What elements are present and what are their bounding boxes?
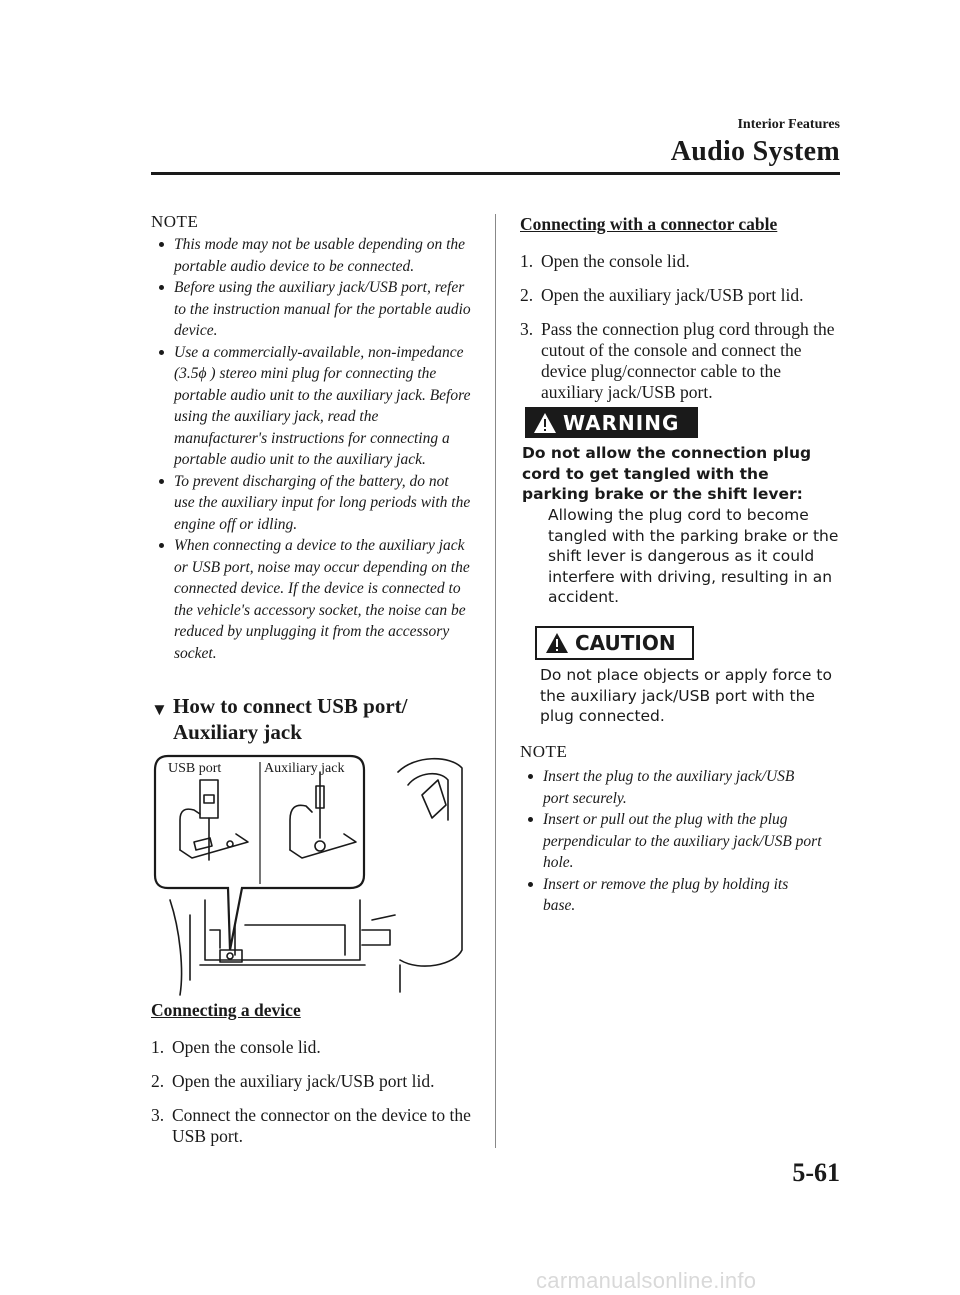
note-item: [522, 766, 822, 809]
caution-badge: [535, 626, 694, 660]
step-item: 1. Open the console lid.: [151, 1037, 321, 1057]
triangle-down-icon: ▼: [151, 700, 168, 719]
left-note-list: [153, 234, 473, 664]
bullet-icon: [528, 817, 533, 822]
console-illustration: [150, 750, 480, 1000]
note-text: Insert the plug to the auxiliary jack/USB port securely.: [543, 768, 795, 807]
warning-label: WARNING: [563, 410, 680, 435]
caution-text: Do not place objects or apply force to the auxiliary jack/USB port with the plug connected.: [540, 666, 832, 725]
step-item: 2. Open the auxiliary jack/USB port lid.: [520, 285, 804, 305]
note-item: [153, 234, 473, 277]
bullet-icon: [528, 774, 533, 779]
note-text: Insert or remove the plug by holding its base.: [543, 875, 789, 914]
bullet-icon: [159, 543, 164, 548]
note-text: When connecting a device to the auxiliary jack or USB port, noise may occur depending on the connected device. If the device is connected to the vehicle's accessory socket, the noise can be reduced by unplugging it from the accessory socket.: [174, 537, 470, 662]
bullet-icon: [159, 350, 164, 355]
note-item: [522, 874, 822, 917]
device-heading: Connecting a device: [151, 1000, 301, 1020]
note-title: NOTE: [520, 742, 568, 761]
step-item: 2. Open the auxiliary jack/USB port lid.: [151, 1071, 435, 1091]
note-item: [153, 277, 473, 342]
caution-label: CAUTION: [575, 631, 676, 655]
console-left-edge: [170, 900, 182, 995]
header-rule: [151, 172, 840, 175]
warning-triangle-icon: [533, 412, 557, 434]
cable-heading: Connecting with a connector cable: [520, 214, 778, 234]
usb-port-label: USB port: [168, 761, 222, 776]
warning-badge: [525, 407, 698, 438]
heading-line-1: How to connect USB port/: [173, 694, 408, 718]
bullet-icon: [159, 285, 164, 290]
right-note-list: [522, 766, 822, 917]
note-text: This mode may not be usable depending on the portable audio device to be connected.: [174, 236, 466, 275]
heading-line-2: Auxiliary jack: [173, 720, 302, 744]
section-label: Interior Features: [737, 117, 840, 132]
bullet-icon: [528, 882, 533, 887]
caution-triangle-icon: [545, 632, 569, 654]
note-text: To prevent discharging of the battery, do not use the auxiliary input for long periods with the engine off or idling.: [174, 472, 471, 533]
warning-bold-text: Do not allow the connection plug cord to get tangled with the parking brake or the shift lever:: [522, 444, 812, 503]
bullet-icon: [159, 479, 164, 484]
column-divider: [495, 214, 496, 1148]
note-item: [153, 342, 473, 471]
bullet-icon: [159, 242, 164, 247]
note-text: Use a commercially-available, non-impedance (3.5ϕ ) stereo mini plug for connecting the portable audio unit to the auxiliary jack. Before using the auxiliary jack, read the manufacturer's instructions for connecting a portable audio unit to the auxiliary jack.: [174, 343, 471, 468]
step-item: 1. Open the console lid.: [520, 251, 690, 271]
step-item: 3. Connect the connector on the device to the USB port.: [151, 1105, 471, 1146]
note-item: [522, 809, 822, 874]
note-text: Before using the auxiliary jack/USB port, refer to the instruction manual for the portable audio device.: [174, 279, 471, 339]
watermark: carmanualsonline.info: [536, 1268, 757, 1293]
section-heading: [151, 693, 503, 745]
note-item: [153, 471, 473, 536]
aux-jack-label: Auxiliary jack: [264, 761, 345, 776]
page-number: 5-61: [792, 1158, 840, 1187]
step-item: 3. Pass the connection plug cord through the cutout of the console and connect the device plug/connector cable to the auxiliary jack/USB port.: [520, 319, 835, 402]
note-title: NOTE: [151, 212, 199, 231]
note-item: [153, 535, 473, 664]
page-title: Audio System: [670, 136, 840, 167]
cable-steps: [520, 251, 840, 416]
warning-text: Allowing the plug cord to become tangled with the parking brake or the shift lever is dangerous as it could interfere with driving, resulting in an accident.: [548, 506, 839, 606]
device-steps: [151, 1037, 481, 1160]
note-text: Insert or pull out the plug with the plug perpendicular to the auxiliary jack/USB port hole.: [543, 811, 822, 871]
